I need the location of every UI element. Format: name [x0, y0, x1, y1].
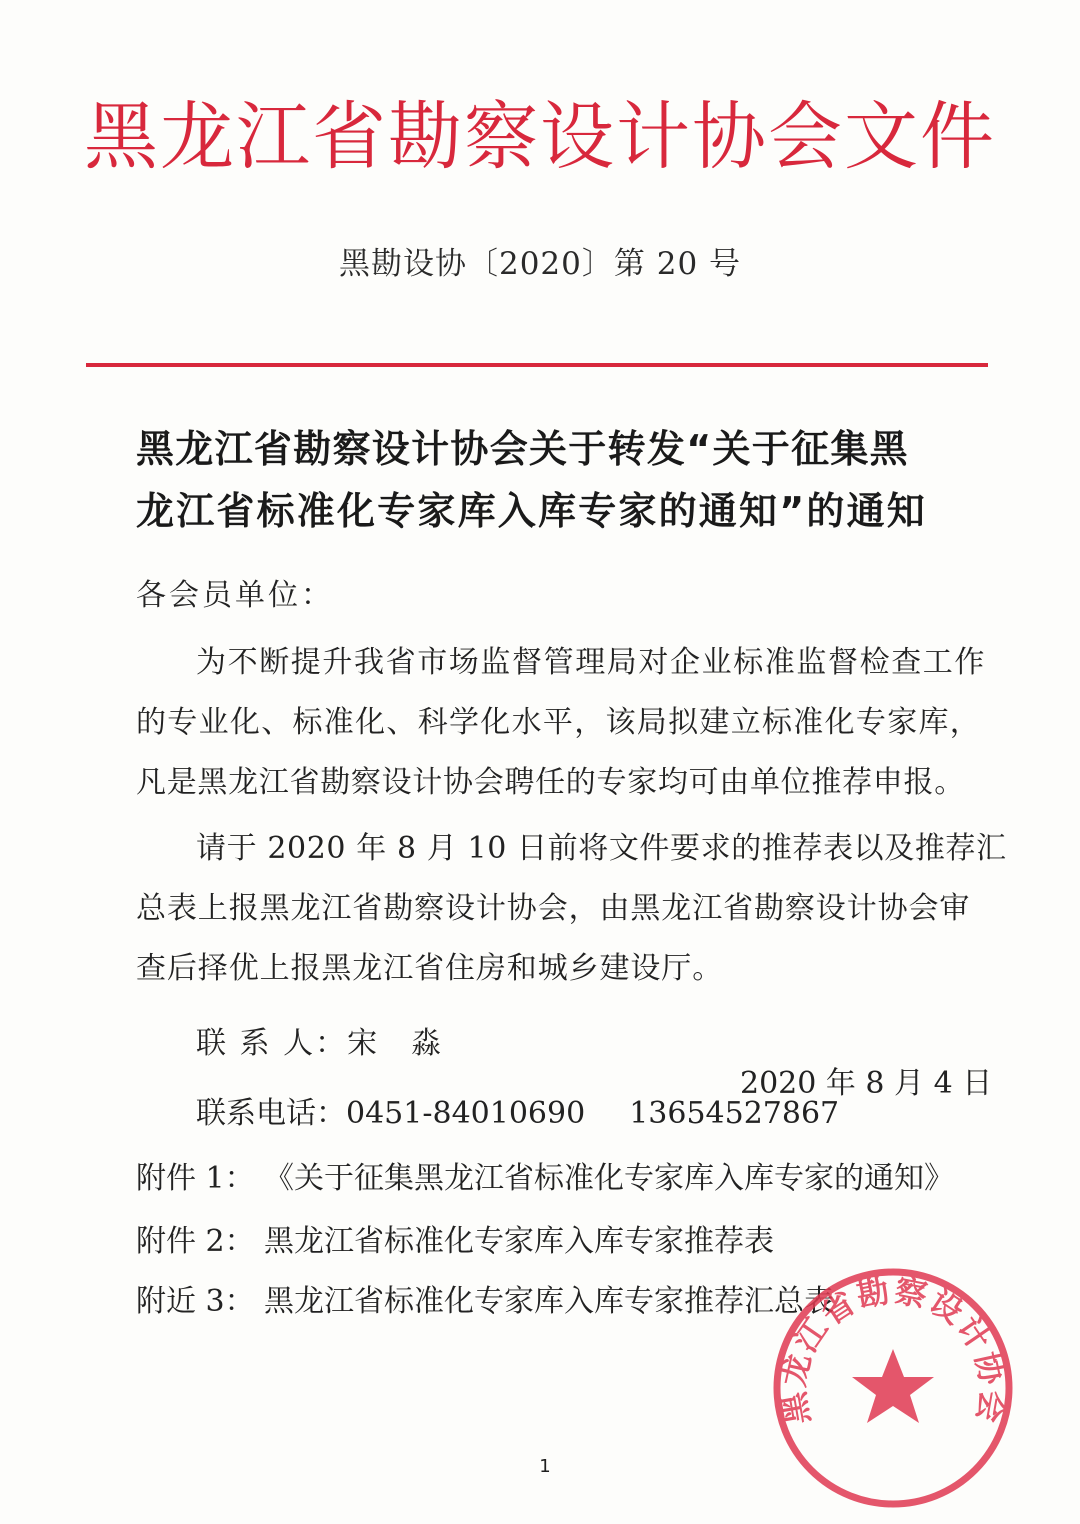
attachment-title: 《关于征集黑龙江省标准化专家库入库专家的通知》 [264, 1161, 954, 1196]
attachment-item [136, 1216, 774, 1260]
star-icon [852, 1349, 934, 1423]
attachment-label: 附近 3： [136, 1284, 255, 1319]
paragraph-2 [136, 819, 1007, 999]
header-org-title: 黑龙江省勘察设计协会文件 [84, 94, 996, 180]
contact-person [196, 1018, 443, 1062]
paragraph-line: 为不断提升我省市场监督管理局对企业标准监督检查工作 [196, 645, 986, 680]
attachment-item [136, 1153, 954, 1197]
seal-text: 黑龙江省勘察设计协会 [773, 1271, 1013, 1428]
contact-phone-1: 0451-84010690 [346, 1096, 586, 1131]
paragraph-line: 查后择优上报黑龙江省住房和城乡建设厅。 [136, 951, 724, 986]
attachment-label: 附件 2： [136, 1224, 255, 1259]
attachment-title: 黑龙江省标准化专家库入库专家推荐汇总表 [264, 1284, 834, 1319]
header-divider [86, 363, 988, 367]
contact-person-label: 联 系 人： [196, 1026, 348, 1061]
page-number: 1 [539, 1456, 551, 1477]
paragraph-line: 总表上报黑龙江省勘察设计协会，由黑龙江省勘察设计协会审 [136, 891, 971, 926]
attachment-title: 黑龙江省标准化专家库入库专家推荐表 [264, 1224, 774, 1259]
paragraph-line: 凡是黑龙江省勘察设计协会聘任的专家均可由单位推荐申报。 [136, 765, 965, 800]
notice-title [136, 418, 927, 542]
contact-person-name: 宋 淼 [347, 1026, 444, 1061]
contact-phone-label: 联系电话： [196, 1096, 346, 1131]
paragraph-1 [136, 633, 986, 813]
attachment-label: 附件 1： [136, 1161, 255, 1196]
paragraph-line: 请于 2020 年 8 月 10 日前将文件要求的推荐表以及推荐汇 [196, 831, 1007, 866]
contact-phone-2: 13654527867 [629, 1096, 840, 1131]
paragraph-line: 的专业化、标准化、科学化水平，该局拟建立标准化专家库， [136, 705, 982, 740]
notice-title-line: 龙江省标准化专家库入库专家的通知”的通知 [136, 489, 927, 533]
salutation: 各会员单位： [136, 578, 334, 613]
issue-date: 2020 年 8 月 4 日 [740, 1066, 993, 1101]
attachment-item [136, 1276, 834, 1320]
notice-title-line: 黑龙江省勘察设计协会关于转发“关于征集黑 [136, 427, 909, 471]
doc-number: 黑勘设协〔2020〕第 20 号 [338, 246, 742, 282]
